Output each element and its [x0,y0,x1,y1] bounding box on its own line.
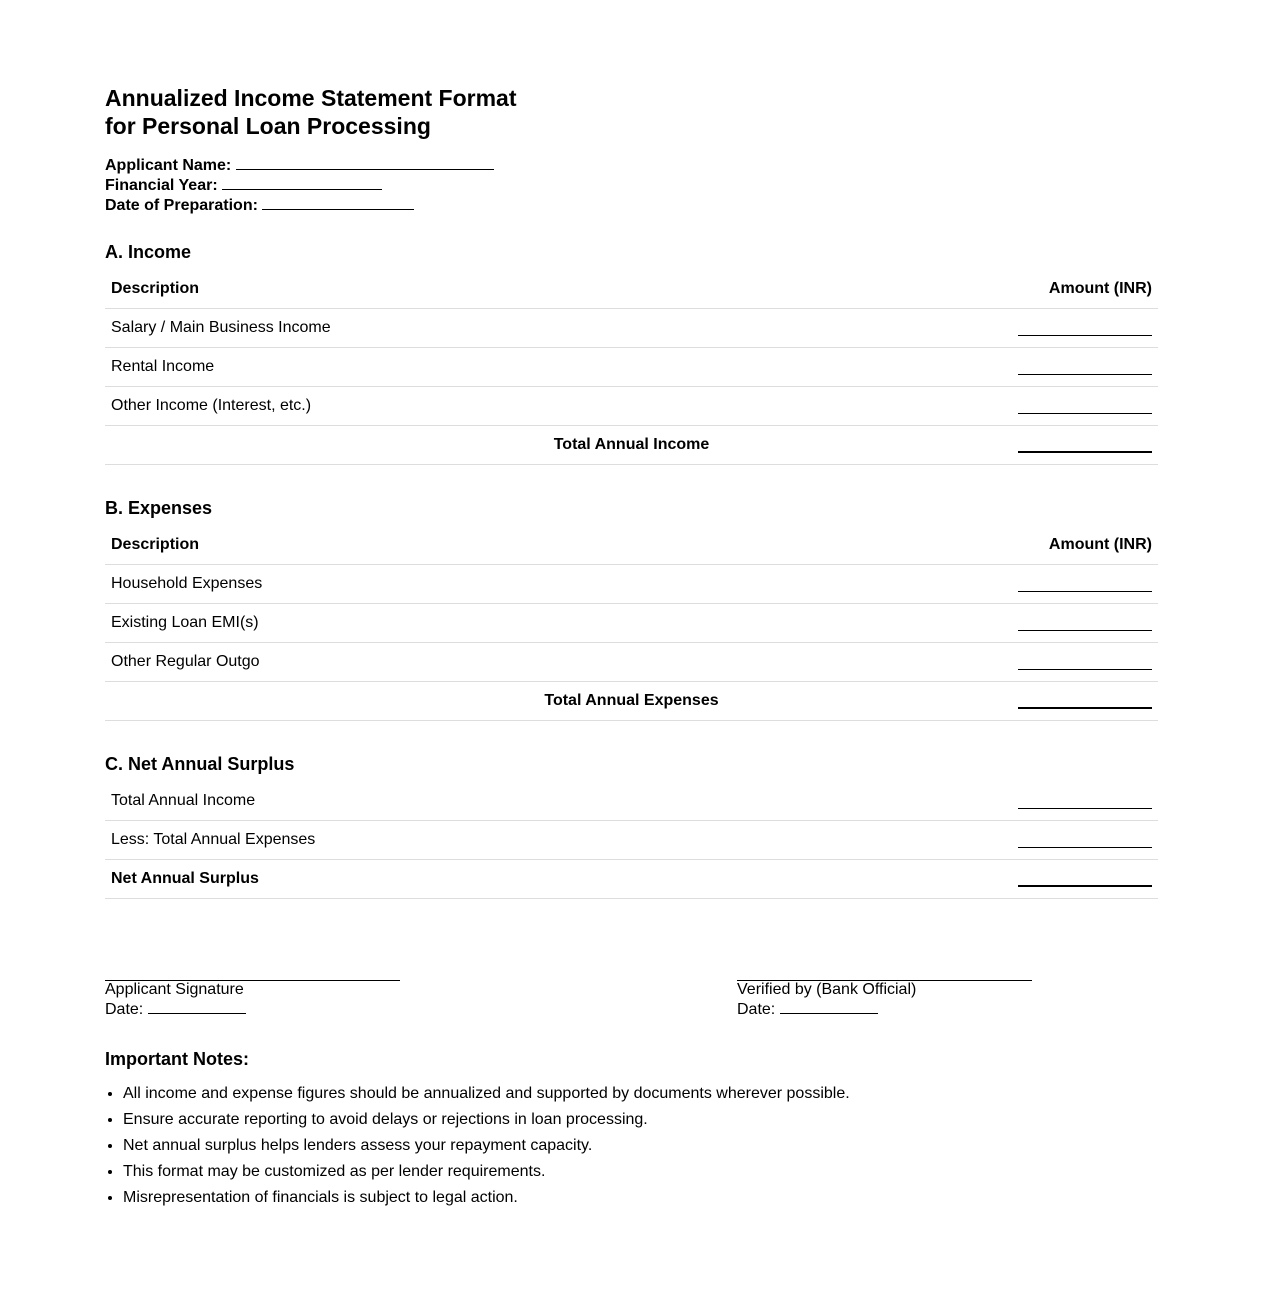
date-of-preparation-label: Date of Preparation: [105,197,258,214]
financial-year-label: Financial Year: [105,177,218,194]
list-item: • Net annual surplus helps lenders assess your repayment capacity. [123,1133,850,1159]
income-other-amount-field[interactable] [1018,413,1152,414]
table-row [105,348,1158,387]
title-line-2: for Personal Loan Processing [105,113,431,139]
official-signature-block [737,980,1032,1019]
expenses-total-amount-field[interactable] [1018,707,1152,709]
applicant-signature-label: Applicant Signature [105,981,244,998]
document-page [105,84,1158,1206]
table-row [105,782,1158,821]
income-total-label: Total Annual Income [553,436,710,453]
expenses-emi-amount-field[interactable] [1018,630,1152,631]
surplus-net-row [105,860,1158,899]
table-row [105,565,1158,604]
document-title [105,84,1158,140]
expenses-total-row [105,682,1158,721]
expenses-table-header [105,526,1158,565]
date-of-preparation-field[interactable] [262,195,414,210]
surplus-table [105,782,1158,899]
list-item: • All income and expense figures should be annualized and supported by documents wherever possible. [123,1081,850,1107]
income-table-header [105,270,1158,309]
table-row [105,643,1158,682]
expenses-heading: B. Expenses [105,498,213,518]
list-item: • Misrepresentation of financials is subject to legal action. [123,1185,850,1211]
surplus-row-income: Total Annual Income [111,792,256,809]
date-of-preparation-row [105,195,1158,215]
applicant-signature-block [105,980,400,1019]
expenses-col-description: Description [111,536,200,553]
official-date-label: Date: [737,1001,776,1018]
income-col-description: Description [111,280,200,297]
notes-heading: Important Notes: [105,1049,249,1069]
expenses-row-emi: Existing Loan EMI(s) [111,614,259,631]
surplus-income-amount-field[interactable] [1018,808,1152,809]
applicant-name-field[interactable] [236,155,494,170]
applicant-name-row [105,155,1158,175]
expenses-total-label: Total Annual Expenses [544,692,719,709]
table-row [105,604,1158,643]
income-row-other: Other Income (Interest, etc.) [111,397,312,414]
expenses-row-household: Household Expenses [111,575,263,592]
surplus-net-label: Net Annual Surplus [111,870,259,887]
notes-list [105,1081,850,1211]
applicant-date-label: Date: [105,1001,144,1018]
surplus-row-expenses: Less: Total Annual Expenses [111,831,316,848]
surplus-expenses-amount-field[interactable] [1018,847,1152,848]
applicant-date-row [105,999,400,1019]
financial-year-field[interactable] [222,175,382,190]
expenses-table [105,526,1158,721]
official-signature-label: Verified by (Bank Official) [737,981,917,998]
table-row [105,387,1158,426]
applicant-name-label: Applicant Name: [105,157,232,174]
income-rental-amount-field[interactable] [1018,374,1152,375]
surplus-net-amount-field[interactable] [1018,885,1152,887]
applicant-details [105,155,1158,215]
table-row [105,821,1158,860]
income-row-rental: Rental Income [111,358,215,375]
title-line-1: Annualized Income Statement Format [105,85,517,111]
income-heading: A. Income [105,242,192,262]
list-item: • Ensure accurate reporting to avoid delays or rejections in loan processing. [123,1107,850,1133]
surplus-heading: C. Net Annual Surplus [105,754,295,774]
expenses-other-amount-field[interactable] [1018,669,1152,670]
official-date-row [737,999,1032,1019]
expenses-col-amount: Amount (INR) [1048,536,1152,553]
income-total-amount-field[interactable] [1018,451,1152,453]
income-total-row [105,426,1158,465]
financial-year-row [105,175,1158,195]
expenses-row-other: Other Regular Outgo [111,653,260,670]
table-row [105,309,1158,348]
official-date-field[interactable] [780,999,878,1014]
applicant-date-field[interactable] [148,999,246,1014]
income-table [105,270,1158,465]
list-item: • This format may be customized as per lender requirements. [123,1159,850,1185]
income-col-amount: Amount (INR) [1048,280,1152,297]
income-salary-amount-field[interactable] [1018,335,1152,336]
income-row-salary: Salary / Main Business Income [111,319,331,336]
expenses-household-amount-field[interactable] [1018,591,1152,592]
